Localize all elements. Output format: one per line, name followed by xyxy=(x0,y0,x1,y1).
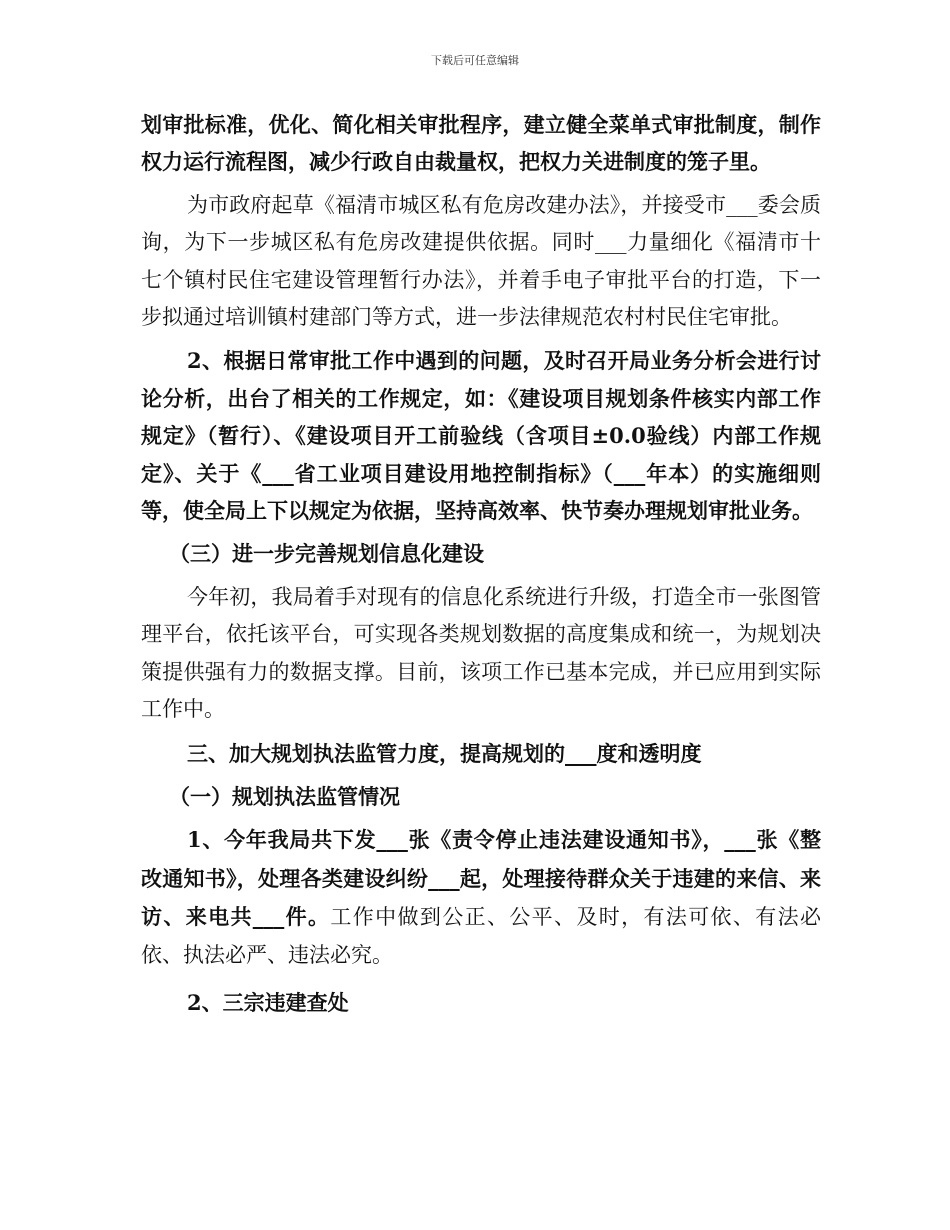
heading-enforcement: 三、加大规划执法监管力度，提高规划的___度和透明度 xyxy=(187,740,702,766)
paragraph-dangerous-housing: 为市政府起草《福清市城区私有危房改建办法》，并接受市___委会质询，为下一步城区私有危房改建提供依据。同时___力量细化《福清市十七个镇村民住宅建设管理暂行办法》，并着手电子审批平台的打造，下一步拟通过培训镇村建部门等方式，进一步法律规范农村村民住宅审批。 xyxy=(141,192,821,330)
enforcement-stats-bold: 1、今年我局共下发___张《责令停止违法建设通知书》，___张《整改通知书》，处理各类建设纠纷___起，处理接待群众关于违建的来信、来访、来电共___件。 xyxy=(141,827,821,930)
paragraph-enforcement-stats xyxy=(141,821,821,974)
enforcement-stats-normal: 工作中做到公正、公平、及时，有法可依、有法必依、执法必严、违法必究。 xyxy=(141,905,822,967)
paragraph-informatization: 今年初，我局着手对现有的信息化系统进行升级，打造全市一张图管理平台，依托该平台，可实现各类规划数据的高度集成和统一，为规划决策提供强有力的数据支撑。目前，该项工作已基本完成，并已应用到实际工作中。 xyxy=(141,584,821,722)
subheading-enforcement-status: （一）规划执法监管情况 xyxy=(169,783,400,809)
subheading-violation-cases: 2、三宗违建查处 xyxy=(187,989,349,1015)
page-header-note: 下载后可任意编辑 xyxy=(431,54,519,67)
paragraph-work-rules: 2、根据日常审批工作中遇到的问题，及时召开局业务分析会进行讨论分析，出台了相关的工作规定，如：《建设项目规划条件核实内部工作规定》（暂行）、《建设项目开工前验线（含项目±0.0验线）内部工作规定》、关于《___省工业项目建设用地控制指标》（___年本）的实施细则等，使全局上下以规定为依据，坚持高效率、快节奏办理规划审批业务。 xyxy=(141,348,821,524)
paragraph-approval-standards: 划审批标准，优化、简化相关审批程序，建立健全菜单式审批制度，制作权力运行流程图，减少行政自由裁量权，把权力关进制度的笼子里。 xyxy=(141,112,821,175)
document-body xyxy=(141,106,821,1021)
subheading-informatization: （三）进一步完善规划信息化建设 xyxy=(169,541,484,567)
